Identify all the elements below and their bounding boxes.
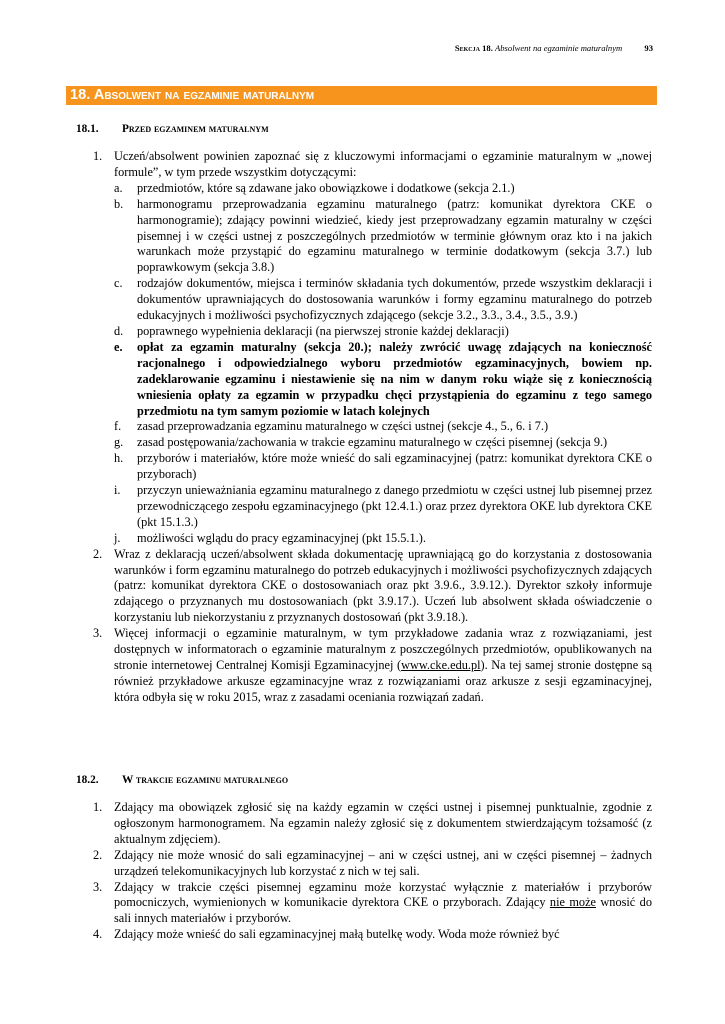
cke-website-link[interactable]: www.cke.edu.pl bbox=[401, 658, 481, 672]
item-marker: 3. bbox=[93, 626, 103, 641]
sub-item bbox=[0, 483, 725, 531]
section-banner-title: 18. Absolwent na egzaminie maturalnym bbox=[70, 87, 315, 103]
sub-marker: f. bbox=[114, 419, 122, 434]
item-text: Zdający ma obowiązek zgłosić się na każdy egzamin w części ustnej i pisemnej punktualnie, zgodnie z ogłoszonym harmonogramem. Na egzamin należy zgłosić się z dokumentem stwierdzającym tożsamość (z aktualnym zdjęciem). bbox=[114, 800, 652, 846]
sub-text: zasad przeprowadzania egzaminu maturalnego w części ustnej (sekcje 4., 5., 6. i 7.) bbox=[137, 419, 549, 434]
section-banner bbox=[66, 86, 657, 105]
list-item bbox=[0, 149, 725, 181]
sub-text: przyborów i materiałów, które może wnieść do sali egzaminacyjnej (patrz: komunikat dyrektora CKE o przyborach) bbox=[137, 451, 652, 482]
sub-marker: d. bbox=[114, 323, 124, 338]
sub-text: przyczyn unieważniania egzaminu maturalnego z danego przedmiotu w części ustnej lub pisemnej przez przewodniczącego zespołu egzaminacyjnego (pkt 12.4.1.) oraz przez dyrektora OKE lub dyrektora CKE (pkt 15.1.3.) bbox=[137, 483, 652, 529]
item-marker: 2. bbox=[93, 847, 103, 862]
item-marker: 1. bbox=[93, 149, 103, 163]
item-text: Zdający może wnieść do sali egzaminacyjnej małą butelkę wody. Woda może również być bbox=[114, 927, 560, 942]
item-text-after: ). Na tej samej stronie dostępne są również przykładowe arkusze egzaminacyjne wraz z rozwiązaniami oraz arkusze z sesji egzaminacyjnej, która odbyła się w roku 2015, wraz z zasadami oceniania rozwiązań zadań. bbox=[114, 658, 652, 704]
sub-text: poprawnego wypełnienia deklaracji (na pierwszej stronie każdej deklaracji) bbox=[137, 323, 509, 338]
list-18-1 bbox=[0, 149, 725, 706]
underlined-emphasis: nie może bbox=[549, 895, 596, 910]
item-marker: 4. bbox=[93, 927, 103, 942]
list-item bbox=[0, 848, 725, 880]
sub-item bbox=[0, 181, 725, 197]
list-item bbox=[0, 547, 725, 627]
sub-item bbox=[0, 197, 725, 277]
sub-marker: i. bbox=[114, 483, 121, 498]
sub-text: zasad postępowania/zachowania w trakcie egzaminu maturalnego w części pisemnej (sekcja 9.) bbox=[137, 435, 608, 450]
subsection-number: 18.1. bbox=[76, 123, 99, 135]
item-text: Uczeń/absolwent powinien zapoznać się z kluczowymi informacjami o egzaminie maturalnym w „nowej formule”, w tym przede wszystkim dotyczącymi: bbox=[114, 149, 652, 179]
list-item bbox=[0, 800, 725, 848]
sub-marker: e. bbox=[114, 339, 123, 354]
sub-marker: g. bbox=[114, 435, 124, 450]
list-item bbox=[0, 626, 725, 706]
list-18-2 bbox=[0, 800, 725, 943]
sub-item bbox=[0, 419, 725, 435]
sub-item bbox=[0, 531, 725, 547]
list-item bbox=[0, 880, 725, 928]
item-text: Zdający nie może wnosić do sali egzaminacyjnej – ani w części ustnej, ani w części pisemnej – żadnych urządzeń telekomunikacyjnych lub korzystać z nich w tej sali. bbox=[114, 847, 652, 878]
header-section-label: Sekcja 18. bbox=[454, 43, 493, 53]
subsection-number: 18.2. bbox=[76, 774, 99, 786]
subsection-title: W trakcie egzaminu maturalnego bbox=[122, 774, 289, 786]
list-item bbox=[0, 927, 725, 943]
sub-marker: h. bbox=[114, 451, 124, 466]
sub-item bbox=[0, 451, 725, 483]
sub-item bbox=[0, 435, 725, 451]
sub-marker: b. bbox=[114, 196, 124, 211]
sub-text: rodzajów dokumentów, miejsca i terminów składania tych dokumentów, przede wszystkim deklaracji i dokumentów uprawniających do dostosowania warunków i formy egzaminu maturalnego do potrzeb edukacyjnych i możliwości psychofizycznych zdającego (sekcje 3.2., 3.3., 3.4., 3.5., 3.9.) bbox=[137, 276, 652, 323]
sub-item-emphasized bbox=[0, 340, 725, 420]
item-text-after: wnosić do sali innych materiałów i przyborów. bbox=[114, 895, 652, 926]
header-section-title: Absolwent na egzaminie maturalnym bbox=[495, 43, 623, 53]
item-text-before: Zdający w trakcie części pisemnej egzaminu może korzystać wyłącznie z materiałów i przyborów pomocniczych, wymienionych w komunikacie dyrektora CKE o przyborach. Zdający bbox=[114, 879, 652, 910]
item-text-before: Więcej informacji o egzaminie maturalnym, w tym przykładowe zadania wraz z rozwiązaniami, jest dostępnych w informatorach o egzaminie maturalnym z poszczególnych przedmiotów, opublikowanych na stronie internetowej Centralnej Komisji Egzaminacyjnej ( bbox=[114, 626, 652, 672]
sub-marker: j. bbox=[114, 530, 121, 545]
sub-text: opłat za egzamin maturalny (sekcja 20.); należy zwrócić uwagę zdających na konieczność racjonalnego i odpowiedzialnego wyboru przedmiotów egzaminacyjnych, bowiem np. zadeklarowanie egzaminu i niestawienie się na nim w danym roku wiąże się z koniecznością wniesienia opłaty za egzamin w przypadku chęci przystąpienia do egzaminu z tego samego przedmiotu na tym samym poziomie w latach kolejnych bbox=[137, 339, 652, 418]
item-marker: 3. bbox=[93, 879, 103, 894]
subsection-heading-18-2 bbox=[76, 773, 288, 787]
item-text: Wraz z deklaracją uczeń/absolwent składa dokumentację uprawniającą go do korzystania z dostosowania warunków i form egzaminu maturalnego do potrzeb edukacyjnych i możliwości psychofizycznych zdających (patrz: komunikat dyrektora CKE o dostosowaniach oraz pkt 3.9.6., 3.9.12.). Dyrektor szkoły informuje zdającego o przyznanych mu dostosowaniach (pkt 3.9.17.). Uczeń lub absolwent składa oświadczenie o korzystaniu lub niekorzystaniu z przyznanych dostosowań (pkt 3.9.18.). bbox=[114, 546, 652, 625]
sub-item bbox=[0, 276, 725, 324]
subsection-title: Przed egzaminem maturalnym bbox=[122, 123, 269, 135]
subsection-heading-18-1 bbox=[76, 122, 269, 136]
sub-marker: a. bbox=[114, 180, 123, 195]
item-marker: 1. bbox=[93, 800, 103, 814]
sub-text: przedmiotów, które są zdawane jako obowiązkowe i dodatkowe (sekcja 2.1.) bbox=[137, 180, 515, 195]
sub-text: możliwości wglądu do pracy egzaminacyjnej (pkt 15.5.1.). bbox=[137, 530, 426, 545]
page-number: 93 bbox=[644, 43, 653, 53]
sub-marker: c. bbox=[114, 276, 123, 291]
running-header bbox=[0, 43, 653, 53]
item-marker: 2. bbox=[93, 546, 103, 561]
sub-item bbox=[0, 324, 725, 340]
sub-text: harmonogramu przeprowadzania egzaminu maturalnego (patrz: komunikat dyrektora CKE o harmonogramie); zdający powinni wiedzieć, kiedy jest przeprowadzany egzamin maturalny w części pisemnej i w części ustnej z poszczególnych przedmiotów w terminie głównym oraz kto i na jakich warunkach może przystąpić do egzaminu maturalnego w terminie dodatkowym (sekcja 3.7.) lub poprawkowym (sekcja 3.8.) bbox=[137, 196, 652, 275]
